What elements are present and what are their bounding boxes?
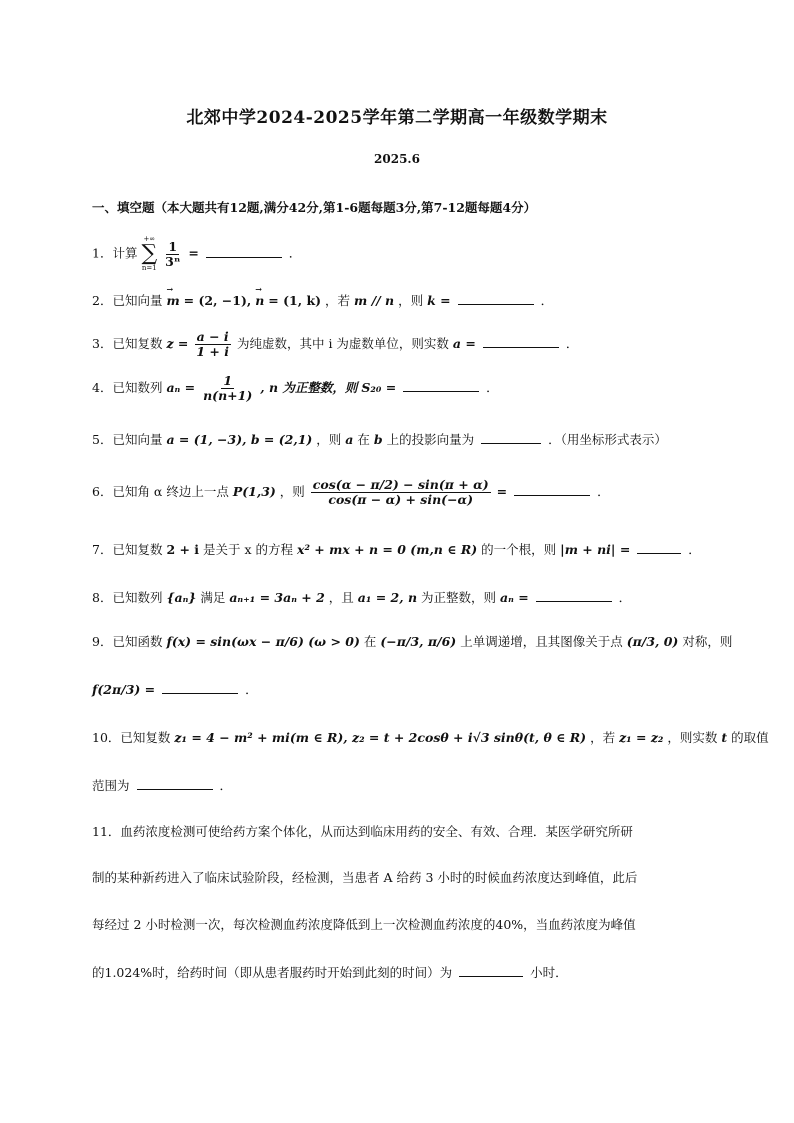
q6-fraction (311, 478, 491, 507)
answer-blank[interactable] (514, 494, 590, 496)
answer-blank[interactable] (206, 256, 282, 258)
q5-text: ，则 (316, 432, 342, 447)
question-8 (92, 588, 631, 606)
q6-equals: = (496, 483, 508, 499)
question-3 (92, 330, 578, 359)
q4-text: 4．已知数列 (92, 379, 163, 395)
vector-n-value: = (1, k) (268, 293, 322, 308)
q4-numerator: 1 (223, 373, 233, 388)
question-11-line2: 制的某种新药进入了临床试验阶段，经检测，当患者 A 给药 3 小时的时候血药浓度达到峰值，此后 (92, 870, 638, 885)
q3-text: 为纯虚数，其中 i 为虚数单位，则实数 (236, 335, 449, 351)
q7-text: 7．已知复数 (92, 542, 163, 557)
q3-end: ． (565, 335, 579, 351)
q10-condition: z₁ = z₂ (619, 730, 664, 745)
q10-text: 的取值 (731, 730, 769, 745)
vector-n: → n (255, 293, 264, 308)
q9-text: 对称，则 (682, 634, 733, 649)
q2-k: k = (427, 293, 451, 308)
q7-text: 是关于 x 的方程 (203, 542, 294, 557)
q10-text: ，若 (590, 730, 616, 745)
q8-initial: a₁ = 2, n (357, 590, 418, 605)
q3-numerator: a − i (196, 329, 229, 344)
section-heading: 一、填空题（本大题共有12题,满分42分,第1-6题每题3分,第7-12题每题4分） (92, 200, 537, 215)
answer-blank[interactable] (536, 600, 612, 602)
question-10-line2 (92, 776, 232, 794)
q10-end: ． (219, 778, 232, 793)
question-6 (92, 478, 610, 507)
answer-blank[interactable] (483, 346, 559, 348)
q5-vectors: a = (1, −3), b = (2,1) (166, 432, 313, 447)
answer-blank[interactable] (481, 442, 541, 444)
answer-blank[interactable] (162, 692, 238, 694)
vector-m: → m (166, 293, 179, 308)
q6-point: P(1,3) (232, 483, 276, 499)
q7-end: ． (688, 542, 701, 557)
q5-text: 5．已知向量 (92, 432, 163, 447)
page-title: 北郊中学2024-2025学年第二学期高一年级数学期末 (186, 108, 608, 128)
q8-text: 为正整数，则 (421, 590, 497, 605)
q5-end: ．（用坐标形式表示） (548, 432, 667, 447)
q9-end: ． (245, 682, 258, 697)
q8-text: 满足 (200, 590, 226, 605)
q1-end: ． (288, 245, 302, 261)
answer-blank[interactable] (458, 303, 534, 305)
answer-blank[interactable] (637, 552, 681, 554)
q9-text: 9．已知函数 (92, 634, 163, 649)
q4-fraction (201, 374, 254, 403)
q3-a: a = (452, 335, 476, 351)
q9-text: 上单调递增，且其图像关于点 (460, 634, 623, 649)
q8-text: 8．已知数列 (92, 590, 163, 605)
q10-text: ，则实数 (667, 730, 718, 745)
q8-text: ，且 (328, 590, 354, 605)
answer-blank[interactable] (459, 975, 523, 977)
q9-function: f(x) = sin(ωx − π/6) (ω > 0) (166, 634, 360, 649)
q5-text: 在 (357, 432, 370, 447)
sum-symbol: +∞ ∑ n=1 (141, 235, 158, 272)
question-4 (92, 374, 499, 403)
q9-f-value: f(2π/3) = (92, 682, 156, 697)
q3-fraction (194, 330, 231, 359)
vector-m-value: = (2, −1), (183, 293, 252, 308)
q7-modulus: |m + ni| = (560, 542, 631, 557)
q9-interval: (−π/3, π/6) (380, 634, 457, 649)
q2-end: ． (540, 293, 554, 308)
question-5 (92, 430, 667, 448)
q6-text: ，则 (279, 483, 305, 499)
q8-end: ． (618, 590, 632, 605)
q6-text: 6．已知角 α 终边上一点 (92, 483, 229, 499)
q8-recurrence: aₙ₊₁ = 3aₙ + 2 (229, 590, 325, 605)
q4-denominator: n(n+1) (203, 387, 253, 403)
q10-complex: z₁ = 4 − m² + mi(m ∈ R), z₂ = t + 2cosθ + i√3 sinθ(t, θ ∈ R) (174, 730, 587, 745)
q4-s20: S₂₀ = (361, 379, 397, 395)
q7-z: 2 + i (166, 542, 200, 557)
question-1 (92, 236, 301, 272)
q4-end: ． (486, 379, 499, 395)
q10-t: t (721, 730, 728, 745)
q2-condition: m // n (354, 293, 395, 308)
q6-denominator: cos(π − α) + sin(−α) (328, 491, 474, 507)
question-9-line2 (92, 680, 258, 698)
q8-an: aₙ = (500, 590, 529, 605)
q11-text: 的1.024%时，给药时间（即从患者服药时开始到此刻的时间）为 (92, 965, 453, 980)
q9-point: (π/3, 0) (626, 634, 679, 649)
q9-text: 在 (363, 634, 377, 649)
sum-upper: +∞ (143, 235, 156, 243)
question-11-line1: 11．血药浓度检测可使给药方案个体化，从而达到临床用药的安全、有效、合理．某医学研究所研 (92, 824, 633, 839)
q10-text: 10．已知复数 (92, 730, 171, 745)
q3-z: z = (166, 335, 189, 351)
q3-text: 3．已知复数 (92, 335, 163, 351)
question-10 (92, 728, 769, 746)
q1-prefix: 1．计算 (92, 245, 138, 261)
q7-text: 的一个根，则 (481, 542, 557, 557)
q5-b: b (373, 432, 383, 447)
q1-fraction (163, 240, 182, 269)
q2-text: 2．已知向量 (92, 293, 163, 308)
question-2 (92, 291, 553, 309)
answer-blank[interactable] (137, 788, 213, 790)
q4-text: , n 为正整数，则 (260, 379, 358, 395)
q4-an: aₙ = (166, 379, 196, 395)
question-7 (92, 540, 701, 558)
q6-end: ． (597, 483, 610, 499)
q1-equals: = (188, 245, 199, 261)
answer-blank[interactable] (403, 390, 479, 392)
q7-equation: x² + mx + n = 0 (m,n ∈ R) (297, 542, 478, 557)
q11-end: 小时． (530, 965, 568, 980)
question-11-line4 (92, 963, 568, 981)
q1-denominator: 3ⁿ (165, 253, 181, 269)
sum-lower: n=1 (141, 264, 157, 272)
q5-text: 上的投影向量为 (386, 432, 475, 447)
q6-numerator: cos(α − π/2) − sin(π + α) (312, 477, 489, 492)
q8-sequence: {aₙ} (166, 590, 197, 605)
q2-text: ，则 (398, 293, 424, 308)
question-9 (92, 632, 732, 650)
question-11-line3: 每经过 2 小时检测一次，每次检测血药浓度降低到上一次检测血药浓度的40%，当血药浓度为峰值 (92, 917, 636, 932)
exam-date: 2025.6 (374, 152, 420, 166)
q2-text: ，若 (325, 293, 351, 308)
q5-a: a (345, 432, 354, 447)
q10-text: 范围为 (92, 778, 130, 793)
q3-denominator: 1 + i (196, 343, 229, 359)
q1-numerator: 1 (168, 238, 178, 254)
